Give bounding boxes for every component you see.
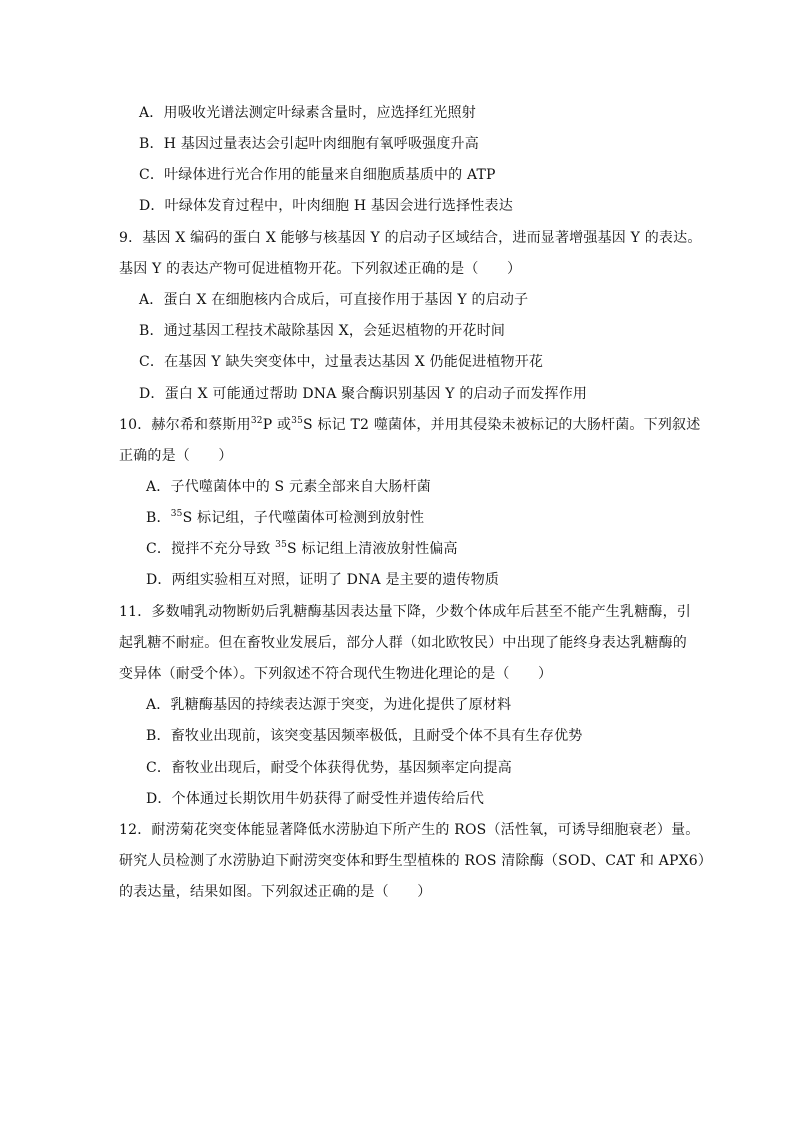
q11-stem-line-1: 11．多数哺乳动物断奶后乳糖酶基因表达量下降，少数个体成年后甚至不能产生乳糖酶，引 <box>119 604 692 620</box>
q10-option-c-label: C．搅拌不充分导致 <box>146 541 276 557</box>
q10-option-b <box>146 508 424 528</box>
q11-option-c: C．畜牧业出现后，耐受个体获得优势，基因频率定向提高 <box>146 760 512 776</box>
q8-option-a: A．用吸收光谱法测定叶绿素含量时，应选择红光照射 <box>139 105 476 121</box>
q11-option-d: D．个体通过长期饮用牛奶获得了耐受性并遗传给后代 <box>146 791 485 807</box>
q10-sup-35: 35 <box>291 416 304 426</box>
q11-stem-line-3: 变异体（耐受个体）。下列叙述不符合现代生物进化理论的是（ ） <box>119 666 553 682</box>
q10-option-b-sup: 35 <box>170 509 183 519</box>
q10-stem-line-1 <box>119 415 700 435</box>
q10-option-a: A．子代噬菌体中的 S 元素全部来自大肠杆菌 <box>146 479 432 495</box>
q9-option-d: D．蛋白 X 可能通过帮助 DNA 聚合酶识别基因 Y 的启动子而发挥作用 <box>139 386 588 402</box>
q12-stem-line-3: 的表达量，结果如图。下列叙述正确的是（ ） <box>119 884 432 900</box>
q9-stem-line-2: 基因 Y 的表达产物可促进植物开花。下列叙述正确的是（ ） <box>119 261 522 277</box>
q9-option-a: A．蛋白 X 在细胞核内合成后，可直接作用于基因 Y 的启动子 <box>139 292 529 308</box>
q12-stem-line-1: 12．耐涝菊花突变体能显著降低水涝胁迫下所产生的 ROS（活性氧，可诱导细胞衰老）量。 <box>119 822 700 838</box>
q8-option-b: B．H 基因过量表达会引起叶肉细胞有氧呼吸强度升高 <box>139 136 479 152</box>
q12-stem-line-2: 研究人员检测了水涝胁迫下耐涝突变体和野生型植株的 ROS 清除酶（SOD、CAT 和 APX6） <box>119 853 713 869</box>
q10-option-c-text: S 标记组上清液放射性偏高 <box>287 541 458 557</box>
q10-option-c-sup: 35 <box>275 540 288 550</box>
q11-stem-line-2: 起乳糖不耐症。但在畜牧业发展后，部分人群（如北欧牧民）中出现了能终身表达乳糖酶的 <box>119 635 687 651</box>
q9-option-b: B．通过基因工程技术敲除基因 X，会延迟植物的开花时间 <box>139 323 506 339</box>
q10-stem-pre: 10．赫尔希和蔡斯用 <box>119 417 251 433</box>
q10-option-b-label: B． <box>146 510 171 526</box>
q10-option-b-text: S 标记组，子代噬菌体可检测到放射性 <box>182 510 425 526</box>
q10-stem-post: S 标记 T2 噬菌体，并用其侵染未被标记的大肠杆菌。下列叙述 <box>303 417 701 433</box>
q9-option-c: C．在基因 Y 缺失突变体中，过量表达基因 X 仍能促进植物开花 <box>139 354 544 370</box>
q10-option-c <box>146 539 458 559</box>
q10-stem-mid: P 或 <box>262 417 292 433</box>
q11-option-b: B．畜牧业出现前，该突变基因频率极低，且耐受个体不具有生存优势 <box>146 728 583 744</box>
q10-stem-line-2: 正确的是（ ） <box>119 448 233 464</box>
q10-option-d: D．两组实验相互对照，证明了 DNA 是主要的遗传物质 <box>146 572 500 588</box>
q8-option-c: C．叶绿体进行光合作用的能量来自细胞质基质中的 ATP <box>139 167 496 183</box>
q10-sup-32: 32 <box>250 416 263 426</box>
q8-option-d: D．叶绿体发育过程中，叶肉细胞 H 基因会进行选择性表达 <box>139 198 513 214</box>
q9-stem-line-1: 9．基因 X 编码的蛋白 X 能够与核基因 Y 的启动子区域结合，进而显著增强基因 Y 的表达。 <box>119 230 702 246</box>
q11-option-a: A．乳糖酶基因的持续表达源于突变，为进化提供了原材料 <box>146 697 512 713</box>
